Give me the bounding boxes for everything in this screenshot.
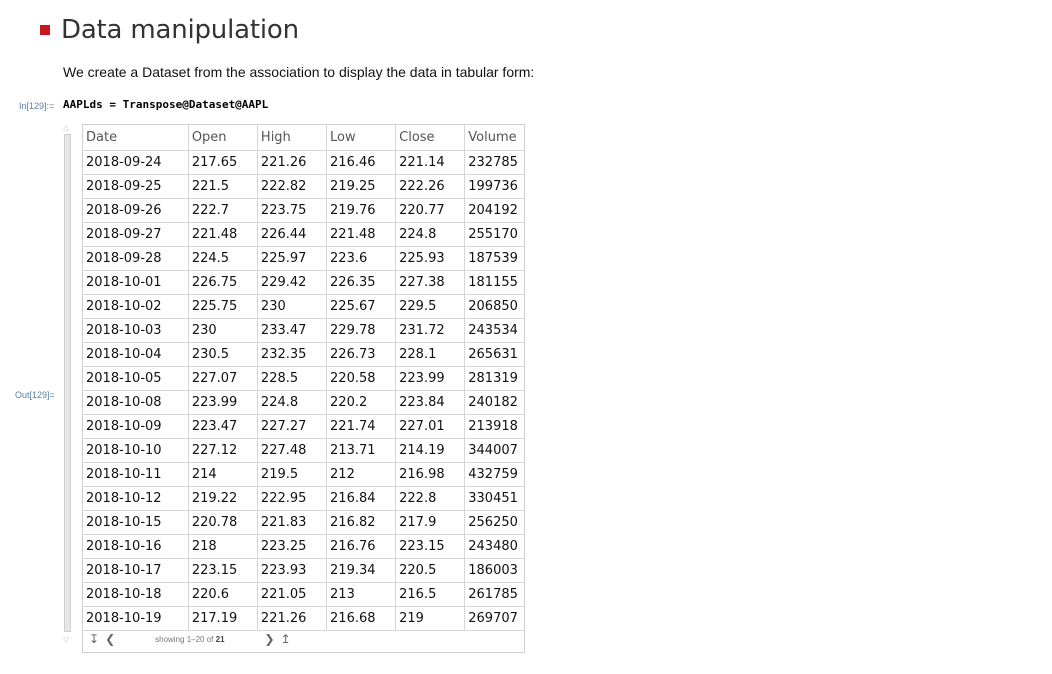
table-row (83, 175, 524, 199)
cell-high[interactable]: 232.35 (257, 343, 326, 367)
table-row (83, 391, 524, 415)
cell-close[interactable]: 217.9 (396, 511, 465, 535)
cell-open[interactable]: 223.47 (188, 415, 257, 439)
section-heading (40, 12, 299, 48)
cell-low[interactable]: 213.71 (327, 439, 396, 463)
cell-volume[interactable]: 269707 (465, 607, 524, 631)
cell-volume[interactable]: 255170 (465, 223, 524, 247)
column-header-date[interactable]: Date (83, 125, 188, 151)
cell-close[interactable]: 231.72 (396, 319, 465, 343)
cell-date[interactable]: 2018-10-16 (83, 535, 188, 559)
cell-volume[interactable]: 187539 (465, 247, 524, 271)
cell-close[interactable]: 223.15 (396, 535, 465, 559)
column-header-open[interactable]: Open (188, 125, 257, 151)
cell-high[interactable]: 233.47 (257, 319, 326, 343)
cell-volume[interactable]: 232785 (465, 151, 524, 175)
cell-date[interactable]: 2018-10-11 (83, 463, 188, 487)
cell-close[interactable]: 223.99 (396, 367, 465, 391)
cell-volume[interactable]: 186003 (465, 559, 524, 583)
cell-high[interactable]: 223.93 (257, 559, 326, 583)
table-row (83, 295, 524, 319)
cell-low[interactable]: 220.58 (327, 367, 396, 391)
table-row (83, 415, 524, 439)
cell-date[interactable]: 2018-10-05 (83, 367, 188, 391)
pagination-total: 21 (215, 634, 225, 644)
cell-high[interactable]: 223.75 (257, 199, 326, 223)
section-bullet-icon (40, 25, 50, 35)
cell-open[interactable]: 220.6 (188, 583, 257, 607)
cell-high[interactable]: 226.44 (257, 223, 326, 247)
cell-open[interactable]: 227.12 (188, 439, 257, 463)
cell-open[interactable]: 230 (188, 319, 257, 343)
cell-open[interactable]: 222.7 (188, 199, 257, 223)
cell-low[interactable]: 219.76 (327, 199, 396, 223)
cell-volume[interactable]: 330451 (465, 487, 524, 511)
cell-close[interactable]: 219 (396, 607, 465, 631)
cell-low[interactable]: 216.68 (327, 607, 396, 631)
table-row (83, 463, 524, 487)
cell-volume[interactable]: 265631 (465, 343, 524, 367)
cell-open[interactable]: 219.22 (188, 487, 257, 511)
table-row (83, 223, 524, 247)
cell-date[interactable]: 2018-10-19 (83, 607, 188, 631)
cell-open[interactable]: 214 (188, 463, 257, 487)
cell-date[interactable]: 2018-10-04 (83, 343, 188, 367)
cell-open[interactable]: 217.65 (188, 151, 257, 175)
cell-close[interactable]: 227.01 (396, 415, 465, 439)
description-text: We create a Dataset from the association to display the data in tabular form: (63, 64, 535, 80)
cell-volume[interactable]: 204192 (465, 199, 524, 223)
cell-low[interactable]: 221.74 (327, 415, 396, 439)
dataset-table (83, 125, 524, 631)
table-row (83, 319, 524, 343)
cell-open[interactable]: 220.78 (188, 511, 257, 535)
cell-close[interactable]: 222.26 (396, 175, 465, 199)
pagination-bar (83, 626, 524, 652)
cell-high[interactable]: 221.83 (257, 511, 326, 535)
table-row (83, 511, 524, 535)
table-row (83, 151, 524, 175)
table-row (83, 199, 524, 223)
header-row (83, 125, 524, 151)
first-page-icon[interactable]: ↧ (89, 632, 100, 646)
table-row (83, 367, 524, 391)
table-row (83, 247, 524, 271)
cell-date[interactable]: 2018-10-18 (83, 583, 188, 607)
dataset-table-container (82, 124, 525, 653)
cell-low[interactable]: 216.76 (327, 535, 396, 559)
cell-open[interactable]: 224.5 (188, 247, 257, 271)
cell-high[interactable]: 221.26 (257, 607, 326, 631)
cell-open[interactable]: 223.15 (188, 559, 257, 583)
cell-volume[interactable]: 199736 (465, 175, 524, 199)
cell-date[interactable]: 2018-10-08 (83, 391, 188, 415)
cell-date[interactable]: 2018-09-24 (83, 151, 188, 175)
cell-high[interactable]: 222.95 (257, 487, 326, 511)
cell-close[interactable]: 225.93 (396, 247, 465, 271)
cell-low[interactable]: 216.82 (327, 511, 396, 535)
cell-date[interactable]: 2018-09-28 (83, 247, 188, 271)
input-code[interactable]: AAPLds = Transpose@Dataset@AAPL (63, 98, 269, 111)
cell-open[interactable]: 218 (188, 535, 257, 559)
cell-high[interactable]: 222.82 (257, 175, 326, 199)
input-label: In[129]:= (19, 101, 55, 111)
cell-close[interactable]: 220.5 (396, 559, 465, 583)
table-row (83, 583, 524, 607)
cell-high[interactable]: 228.5 (257, 367, 326, 391)
cell-open[interactable]: 230.5 (188, 343, 257, 367)
cell-volume[interactable]: 243480 (465, 535, 524, 559)
output-label: Out[129]= (15, 390, 55, 400)
cell-date[interactable]: 2018-10-03 (83, 319, 188, 343)
cell-close[interactable]: 222.8 (396, 487, 465, 511)
cell-low[interactable]: 212 (327, 463, 396, 487)
column-header-close[interactable]: Close (396, 125, 465, 151)
cell-volume[interactable]: 181155 (465, 271, 524, 295)
cell-low[interactable]: 216.46 (327, 151, 396, 175)
cell-low[interactable]: 226.35 (327, 271, 396, 295)
table-row (83, 343, 524, 367)
table-row (83, 487, 524, 511)
cell-high[interactable]: 223.25 (257, 535, 326, 559)
cell-date[interactable]: 2018-09-27 (83, 223, 188, 247)
cell-date[interactable]: 2018-10-10 (83, 439, 188, 463)
column-header-high[interactable]: High (257, 125, 326, 151)
cell-high[interactable]: 221.05 (257, 583, 326, 607)
cell-high[interactable]: 227.48 (257, 439, 326, 463)
cell-low[interactable]: 219.25 (327, 175, 396, 199)
cell-high[interactable]: 227.27 (257, 415, 326, 439)
cell-high[interactable]: 219.5 (257, 463, 326, 487)
pagination-status (155, 635, 224, 644)
cell-high[interactable]: 225.97 (257, 247, 326, 271)
column-header-volume[interactable]: Volume (465, 125, 524, 151)
cell-volume[interactable]: 281319 (465, 367, 524, 391)
cell-high[interactable]: 221.26 (257, 151, 326, 175)
table-body (83, 151, 524, 631)
cell-low[interactable]: 226.73 (327, 343, 396, 367)
cell-close[interactable]: 216.5 (396, 583, 465, 607)
cell-date[interactable]: 2018-10-01 (83, 271, 188, 295)
cell-close[interactable]: 229.5 (396, 295, 465, 319)
cell-volume[interactable]: 240182 (465, 391, 524, 415)
cell-high[interactable]: 224.8 (257, 391, 326, 415)
bracket-down-icon: ▽ (63, 635, 70, 644)
cell-open[interactable]: 221.48 (188, 223, 257, 247)
cell-date[interactable]: 2018-10-17 (83, 559, 188, 583)
cell-low[interactable]: 221.48 (327, 223, 396, 247)
cell-volume[interactable]: 206850 (465, 295, 524, 319)
bracket-bar[interactable] (64, 134, 71, 632)
cell-close[interactable]: 220.77 (396, 199, 465, 223)
column-header-low[interactable]: Low (327, 125, 396, 151)
bracket-up-icon: △ (63, 123, 70, 132)
cell-low[interactable]: 219.34 (327, 559, 396, 583)
cell-low[interactable]: 216.84 (327, 487, 396, 511)
cell-close[interactable]: 227.38 (396, 271, 465, 295)
cell-date[interactable]: 2018-10-15 (83, 511, 188, 535)
cell-low[interactable]: 223.6 (327, 247, 396, 271)
section-title: Data manipulation (61, 15, 299, 45)
cell-volume[interactable]: 432759 (465, 463, 524, 487)
previous-page-icon[interactable]: ❮ (105, 632, 116, 646)
output-cell-bracket[interactable] (63, 124, 72, 644)
cell-low[interactable]: 220.2 (327, 391, 396, 415)
cell-volume[interactable]: 243534 (465, 319, 524, 343)
cell-close[interactable]: 214.19 (396, 439, 465, 463)
cell-date[interactable]: 2018-10-12 (83, 487, 188, 511)
cell-low[interactable]: 229.78 (327, 319, 396, 343)
cell-open[interactable]: 221.5 (188, 175, 257, 199)
cell-open[interactable]: 225.75 (188, 295, 257, 319)
cell-open[interactable]: 227.07 (188, 367, 257, 391)
cell-low[interactable]: 225.67 (327, 295, 396, 319)
cell-volume[interactable]: 344007 (465, 439, 524, 463)
cell-high[interactable]: 229.42 (257, 271, 326, 295)
cell-low[interactable]: 213 (327, 583, 396, 607)
table-row (83, 535, 524, 559)
cell-date[interactable]: 2018-10-02 (83, 295, 188, 319)
cell-date[interactable]: 2018-09-26 (83, 199, 188, 223)
cell-open[interactable]: 217.19 (188, 607, 257, 631)
cell-close[interactable]: 216.98 (396, 463, 465, 487)
cell-close[interactable]: 221.14 (396, 151, 465, 175)
cell-volume[interactable]: 213918 (465, 415, 524, 439)
last-page-icon[interactable]: ↥ (280, 632, 291, 646)
cell-volume[interactable]: 256250 (465, 511, 524, 535)
cell-high[interactable]: 230 (257, 295, 326, 319)
cell-volume[interactable]: 261785 (465, 583, 524, 607)
next-page-icon[interactable]: ❯ (264, 632, 275, 646)
table-row (83, 439, 524, 463)
cell-open[interactable]: 223.99 (188, 391, 257, 415)
table-row (83, 559, 524, 583)
cell-close[interactable]: 224.8 (396, 223, 465, 247)
cell-date[interactable]: 2018-09-25 (83, 175, 188, 199)
cell-close[interactable]: 223.84 (396, 391, 465, 415)
cell-close[interactable]: 228.1 (396, 343, 465, 367)
cell-date[interactable]: 2018-10-09 (83, 415, 188, 439)
cell-open[interactable]: 226.75 (188, 271, 257, 295)
table-row (83, 271, 524, 295)
pagination-status-prefix: showing 1–20 of (155, 634, 214, 644)
